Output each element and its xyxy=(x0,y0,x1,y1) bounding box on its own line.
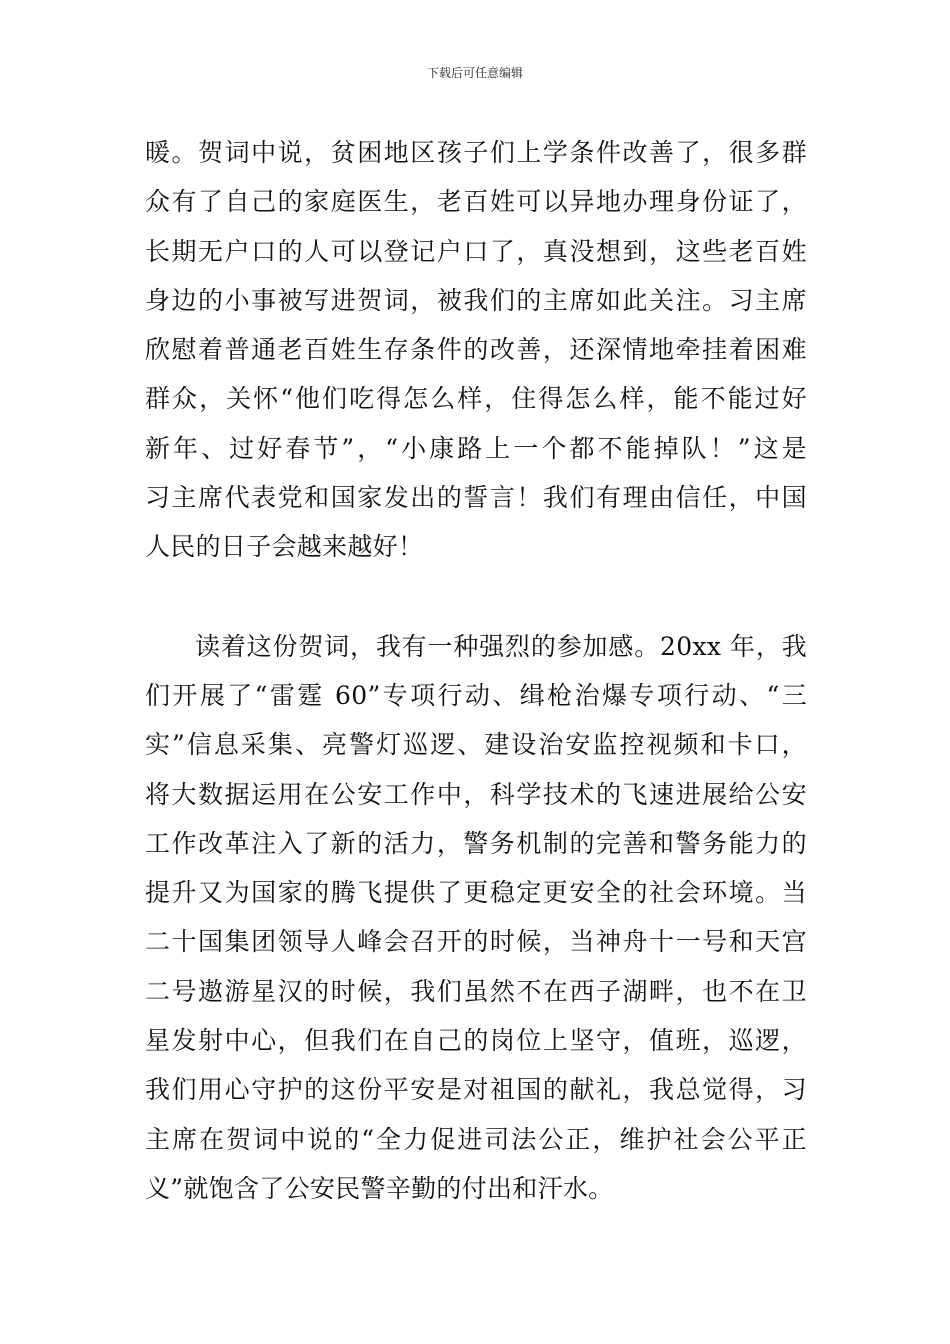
text-line: 暖。贺词中说，贫困地区孩子们上学条件改善了，很多群 xyxy=(145,138,807,167)
text-line: 读着这份贺词，我有一种强烈的参加感。20xx 年，我 xyxy=(195,631,807,661)
text-line: 提升又为国家的腾飞提供了更稳定更安全的社会环境。当 xyxy=(145,878,807,908)
paragraph-2 xyxy=(145,622,807,1214)
text-line: 我们用心守护的这份平安是对祖国的献礼，我总觉得，习 xyxy=(145,1075,807,1105)
text-line: 长期无户口的人可以登记户口了，真没想到，这些老百姓 xyxy=(145,236,807,266)
text-line: 欣慰着普通老百姓生存条件的改善，还深情地牵挂着困难 xyxy=(145,335,807,365)
text-line: 群众，关怀“他们吃得怎么样，住得怎么样，能不能过好 xyxy=(145,384,807,414)
page-header-note: 下载后可任意编辑 xyxy=(426,66,523,80)
text-line: 星发射中心，但我们在自己的岗位上坚守，值班，巡逻， xyxy=(145,1026,807,1056)
paragraph-spacer xyxy=(145,572,807,622)
text-line: 众有了自己的家庭医生，老百姓可以异地办理身份证了， xyxy=(145,187,807,217)
text-line: 义”就饱含了公安民警辛勤的付出和汗水。 xyxy=(145,1173,614,1203)
text-line: 二号遨游星汉的时候，我们虽然不在西子湖畔，也不在卫 xyxy=(145,976,807,1006)
text-line: 二十国集团领导人峰会召开的时候，当神舟十一号和天宫 xyxy=(145,927,807,957)
text-line: 实”信息采集、亮警灯巡逻、建设治安监控视频和卡口， xyxy=(145,730,807,760)
text-line: 新年、过好春节”，“小康路上一个都不能掉队！”这是 xyxy=(145,433,807,463)
text-line: 主席在贺词中说的“全力促进司法公正，维护社会公平正 xyxy=(145,1124,807,1154)
paragraph-1 xyxy=(145,128,807,572)
text-line: 习主席代表党和国家发出的誓言！我们有理由信任，中国 xyxy=(145,483,807,513)
text-line: 们开展了“雷霆 60”专项行动、缉枪治爆专项行动、“三 xyxy=(145,680,807,710)
document-body xyxy=(145,128,807,1213)
text-line: 身边的小事被写进贺词，被我们的主席如此关注。习主席 xyxy=(145,285,807,315)
text-line: 工作改革注入了新的活力，警务机制的完善和警务能力的 xyxy=(145,828,807,858)
text-line: 将大数据运用在公安工作中，科学技术的飞速进展给公安 xyxy=(145,779,807,809)
text-line: 人民的日子会越来越好！ xyxy=(145,532,424,562)
